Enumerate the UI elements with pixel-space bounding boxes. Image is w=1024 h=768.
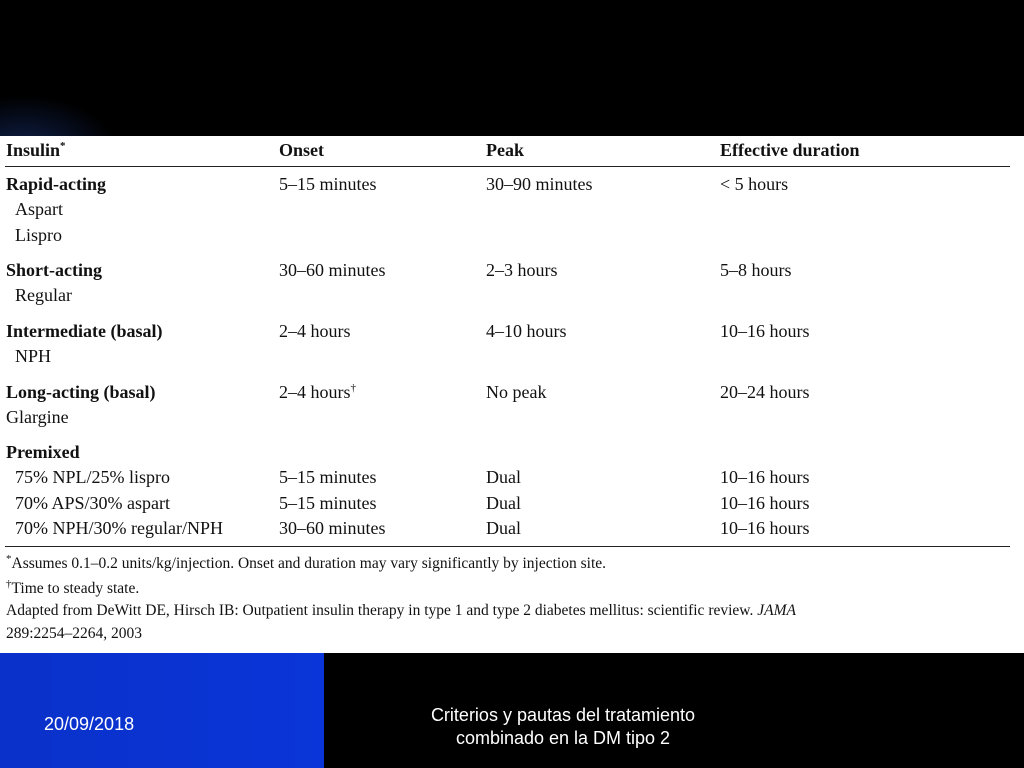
group-long-label: Long-acting (basal): [6, 382, 156, 402]
group-rapid-label: Rapid-acting: [6, 174, 107, 194]
premixed-duration: 10–16 hours: [720, 518, 810, 538]
intermediate-onset: 2–4 hours: [279, 321, 351, 341]
premixed-name: 70% NPH/30% regular/NPH: [15, 518, 223, 538]
header-insulin-text: Insulin: [6, 140, 61, 160]
footnote-2-mark: †: [6, 577, 12, 590]
header-duration: Effective duration: [720, 140, 860, 160]
source-citation-line2: 289:2254–2264, 2003: [6, 625, 143, 642]
premixed-onset: 5–15 minutes: [279, 467, 377, 487]
footnote-1: [6, 553, 606, 575]
intermediate-duration: 10–16 hours: [720, 321, 810, 341]
long-onset-footnote-mark: †: [350, 382, 356, 394]
rapid-item: Lispro: [15, 225, 62, 245]
footer-blue-panel: [0, 653, 324, 768]
premixed-name: 70% APS/30% aspart: [15, 493, 170, 513]
citation-text: Adapted from DeWitt DE, Hirsch IB: Outpatient insulin therapy in type 1 and type 2 diabetes mellitus: scientific review.: [6, 602, 754, 619]
footer-title-line2: combinado en la DM tipo 2: [455, 728, 671, 748]
footnote-2-text: Time to steady state.: [11, 580, 140, 597]
insulin-table: [0, 136, 1024, 653]
short-onset: 30–60 minutes: [279, 260, 386, 280]
long-duration: 20–24 hours: [720, 382, 810, 402]
header-rule: [5, 166, 1010, 167]
rapid-duration: < 5 hours: [720, 174, 789, 194]
long-onset-text: 2–4 hours: [279, 382, 351, 402]
group-intermediate-label: Intermediate (basal): [6, 321, 163, 341]
group-premixed-label: Premixed: [6, 442, 80, 462]
table-bottom-rule: [5, 546, 1010, 547]
premixed-peak: Dual: [486, 518, 521, 538]
citation-journal: JAMA: [757, 602, 796, 619]
rapid-onset: 5–15 minutes: [279, 174, 377, 194]
group-short-label: Short-acting: [6, 260, 102, 280]
long-onset: [279, 380, 356, 405]
rapid-peak: 30–90 minutes: [486, 174, 593, 194]
premixed-onset: 5–15 minutes: [279, 493, 377, 513]
footnote-2: [6, 578, 139, 600]
short-item: Regular: [15, 285, 72, 305]
premixed-name: 75% NPL/25% lispro: [15, 467, 170, 487]
header-onset: Onset: [279, 140, 324, 160]
long-item: Glargine: [6, 407, 69, 427]
footnote-1-text: Assumes 0.1–0.2 units/kg/injection. Onset and duration may vary significantly by injection site.: [11, 555, 607, 572]
premixed-duration: 10–16 hours: [720, 493, 810, 513]
header-insulin-footnote-mark: *: [60, 140, 66, 152]
footer-date: 20/09/2018: [44, 714, 135, 734]
rapid-item: Aspart: [15, 199, 63, 219]
premixed-onset: 30–60 minutes: [279, 518, 386, 538]
premixed-duration: 10–16 hours: [720, 467, 810, 487]
intermediate-item: NPH: [15, 346, 52, 366]
long-peak: No peak: [486, 382, 547, 402]
header-insulin: [6, 138, 66, 163]
header-peak: Peak: [486, 140, 524, 160]
premixed-peak: Dual: [486, 467, 521, 487]
footnote-1-mark: *: [6, 552, 12, 565]
source-citation: [6, 600, 796, 622]
short-peak: 2–3 hours: [486, 260, 558, 280]
short-duration: 5–8 hours: [720, 260, 792, 280]
footer-title-line1: Criterios y pautas del tratamiento: [430, 705, 696, 725]
intermediate-peak: 4–10 hours: [486, 321, 567, 341]
premixed-peak: Dual: [486, 493, 521, 513]
footer-title: [404, 704, 722, 750]
